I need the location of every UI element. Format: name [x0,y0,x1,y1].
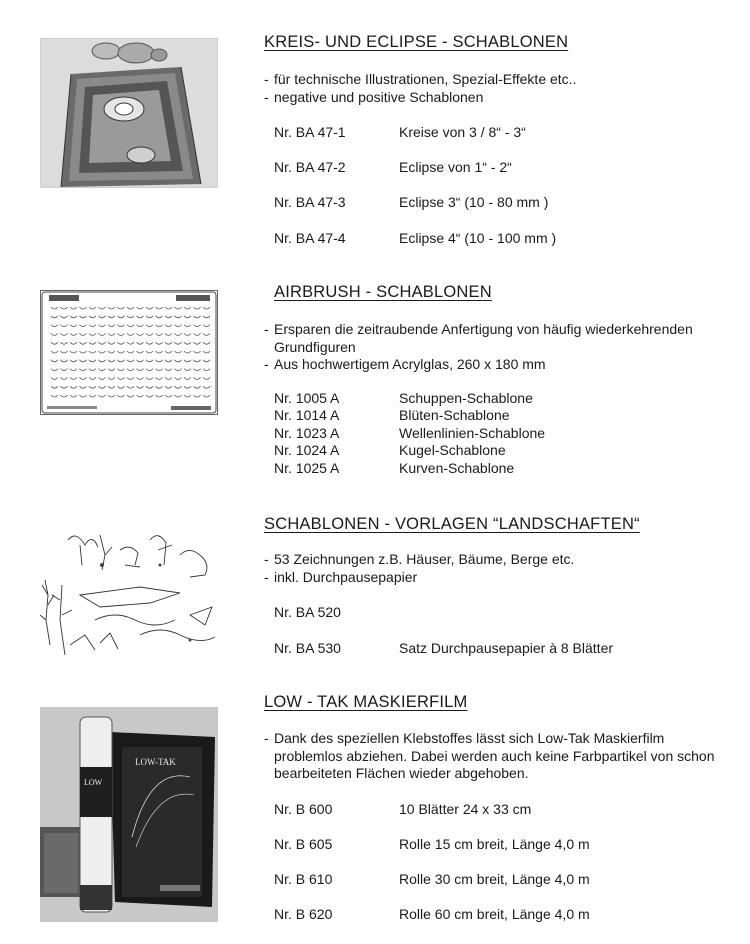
product-description: Wellenlinien-Schablone [399,425,546,441]
bullet-item: - inkl. Durchpausepapier [264,569,734,587]
low-tak-masking-film-image [40,707,218,922]
product-description: Kreise von 3 / 8“ - 3“ [399,124,526,140]
bullet-list [264,551,734,586]
product-number: Nr. B 605 [274,836,333,852]
product-description: Eclipse von 1“ - 2“ [399,159,512,175]
product-description: 10 Blätter 24 x 33 cm [399,801,532,817]
product-number: Nr. BA 47-3 [274,194,346,210]
product-number: Nr. BA 520 [274,604,341,620]
section-airbrush-templates [0,260,750,500]
section-title: KREIS- UND ECLIPSE - SCHABLONEN [264,33,569,51]
product-number: Nr. 1005 A [274,390,340,406]
product-number: Nr. 1014 A [274,407,340,423]
product-description: Kurven-Schablone [399,460,515,476]
product-number: Nr. BA 47-2 [274,159,346,175]
bullet-item: - Aus hochwertigem Acrylglas, 260 x 180 mm [264,356,742,374]
landscape-drawings-image [40,525,218,663]
bullet-list [264,730,734,783]
airbrush-template-image [40,290,218,415]
product-number: Nr. B 600 [274,801,333,817]
product-description: Rolle 60 cm breit, Länge 4,0 m [399,906,590,922]
product-description: Satz Durchpausepapier à 8 Blätter [399,640,614,656]
product-number: Nr. 1025 A [274,460,340,476]
section-title: AIRBRUSH - SCHABLONEN [274,283,492,301]
bullet-item: - Dank des speziellen Klebstoffes lässt sich Low-Tak Maskierfilm problemlos abziehen. Dabei werden auch keine Farbpartikel von schon bearbeiteten Flächen wieder abgehoben. [264,730,734,783]
product-description: Blüten-Schablone [399,407,510,423]
bullet-list [264,71,734,106]
product-number: Nr. B 620 [274,906,333,922]
bullet-item: - 53 Zeichnungen z.B. Häuser, Bäume, Berge etc. [264,551,734,569]
product-description: Kugel-Schablone [399,442,506,458]
product-description: Eclipse 3“ (10 - 80 mm ) [399,194,549,210]
section-title: LOW - TAK MASKIERFILM [264,693,468,711]
section-landscape-templates [0,500,750,680]
section-circle-ellipse-templates [0,0,750,260]
section-title: SCHABLONEN - VORLAGEN “LANDSCHAFTEN“ [264,515,640,533]
product-number: Nr. BA 530 [274,640,341,656]
product-description: Eclipse 4“ (10 - 100 mm ) [399,230,557,246]
circle-ellipse-templates-image [40,38,218,188]
svg-text:LOW: LOW [84,778,103,787]
product-description: Rolle 30 cm breit, Länge 4,0 m [399,871,590,887]
product-number: Nr. BA 47-4 [274,230,346,246]
bullet-list [264,321,742,374]
product-description: Rolle 15 cm breit, Länge 4,0 m [399,836,590,852]
bullet-item: - für technische Illustrationen, Spezial-Effekte etc.. [264,71,734,89]
product-number: Nr. BA 47-1 [274,124,346,140]
bullet-item: - Ersparen die zeitraubende Anfertigung von häufig wiederkehrenden Grundfiguren [264,321,742,356]
product-number: Nr. 1023 A [274,425,340,441]
section-low-tak-masking-film [0,680,750,944]
product-number: Nr. B 610 [274,871,333,887]
bullet-item: - negative und positive Schablonen [264,89,734,107]
product-number: Nr. 1024 A [274,442,340,458]
svg-text:LOW-TAK: LOW-TAK [135,757,176,767]
product-description: Schuppen-Schablone [399,390,533,406]
